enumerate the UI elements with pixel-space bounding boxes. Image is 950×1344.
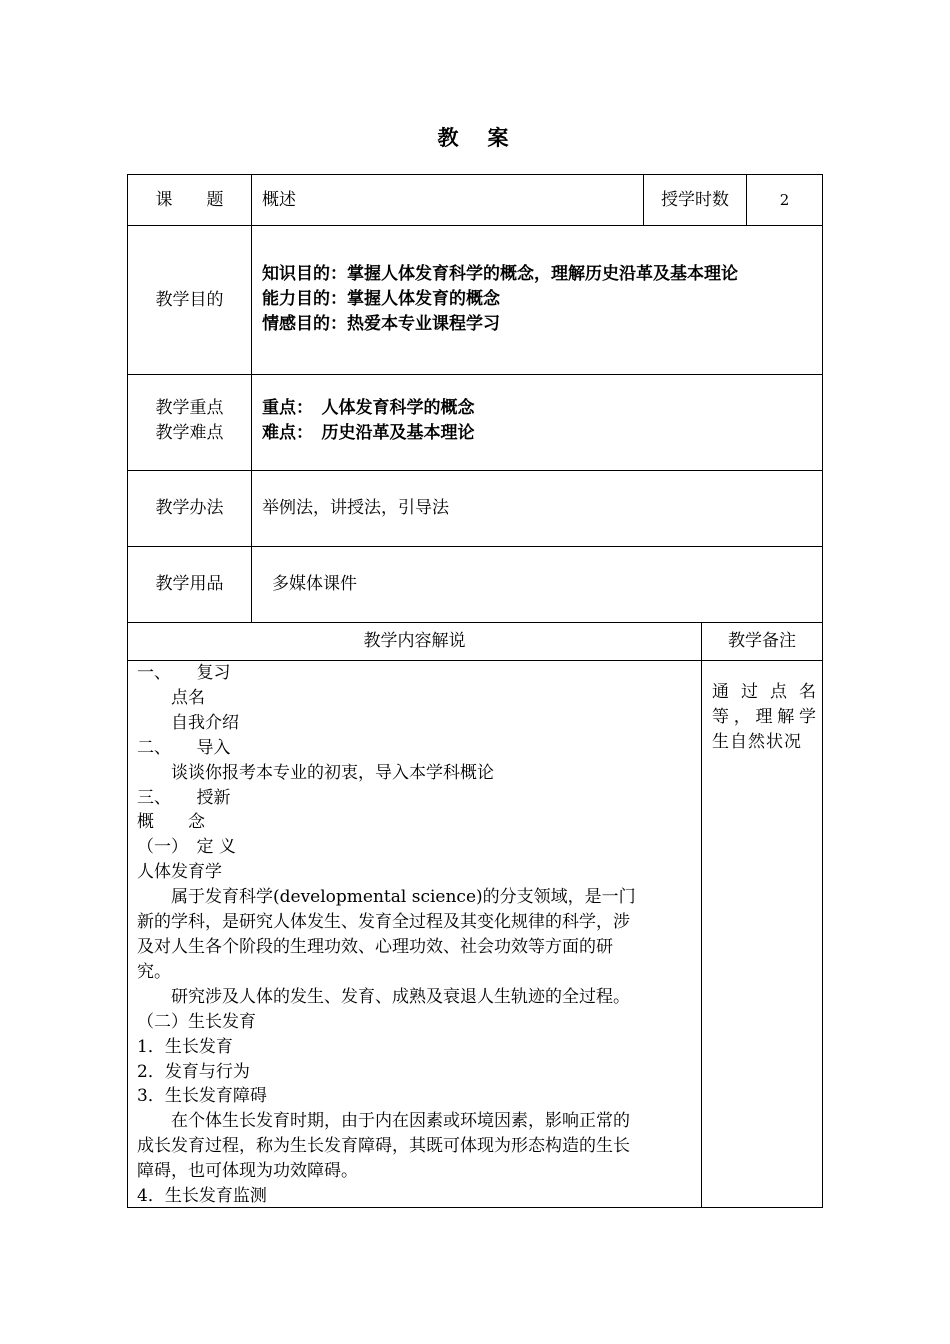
objective-emotion: 情感目的：热爱本专业课程学习 [262, 314, 500, 334]
key-points-labels [128, 396, 251, 446]
content-line: 二、 导入 [137, 737, 231, 758]
notes-text: 通过点名等，理解学生自然状况 [712, 682, 817, 752]
content-line: 新的学科，是研究人体发生、发育全过程及其变化规律的科学，涉 [137, 912, 630, 933]
table-border-right [822, 174, 823, 1208]
row-divider [127, 374, 823, 375]
content-line: 究。 [137, 961, 171, 982]
content-line: 谈谈你报考本专业的初衷，导入本学科概论 [137, 762, 494, 783]
col-divider [701, 622, 702, 1208]
content-line: 点名 [137, 687, 205, 708]
key-points-text [262, 396, 822, 446]
content-line: 研究涉及人体的发生、发育、成熟及衰退人生轨迹的全过程。 [137, 986, 630, 1007]
materials-label: 教学用品 [155, 574, 224, 594]
materials-value: 多媒体课件 [272, 574, 357, 594]
content-line: 2．发育与行为 [137, 1061, 250, 1082]
content-body [137, 661, 697, 1209]
content-line: 一、 复习 [137, 663, 231, 683]
hours-label: 授学时数 [661, 189, 729, 210]
content-line: （一） 定 义 [137, 837, 236, 858]
content-line: 成长发育过程，称为生长发育障碍，其既可体现为形态构造的生长 [137, 1136, 630, 1157]
content-line: 4．生长发育监测 [137, 1186, 267, 1207]
content-line: 自我介绍 [137, 712, 239, 733]
content-line: 及对人生各个阶段的生理功效、心理功效、社会功效等方面的研 [137, 936, 613, 957]
content-header: 教学内容解说 [363, 631, 466, 651]
methods-label: 教学办法 [155, 498, 224, 518]
notes-header: 教学备注 [728, 631, 796, 651]
page-title: 教 案 [437, 126, 513, 150]
lesson-plan-table [127, 174, 823, 1208]
topic-value: 概述 [262, 189, 296, 210]
content-line: 人体发育学 [137, 862, 222, 883]
objectives-text [262, 262, 822, 337]
col-divider [251, 174, 252, 623]
objectives-label: 教学目的 [155, 289, 224, 310]
difficulty-value: 难点： 历史沿革及基本理论 [262, 423, 475, 443]
key-point-label: 教学重点 [155, 398, 224, 418]
difficulty-label: 教学难点 [155, 423, 224, 443]
content-line: 1．生长发育 [137, 1036, 233, 1057]
content-line: 三、 授新 [137, 787, 231, 808]
content-line: （二）生长发育 [137, 1011, 256, 1032]
content-line: 属于发育科学(developmental science)的分支领域，是一门 [137, 887, 636, 908]
objective-ability: 能力目的：掌握人体发育的概念 [262, 289, 500, 309]
content-line: 在个体生长发育时期，由于内在因素或环境因素，影响正常的 [137, 1111, 630, 1132]
objective-knowledge: 知识目的：掌握人体发育科学的概念，理解历史沿革及基本理论 [262, 264, 738, 284]
content-line: 3．生长发育障碍 [137, 1086, 267, 1107]
key-point-value: 重点： 人体发育科学的概念 [262, 398, 475, 418]
hours-value: 2 [779, 190, 790, 209]
content-line: 概 念 [137, 812, 205, 833]
methods-value: 举例法，讲授法，引导法 [262, 498, 449, 518]
topic-label: 课 题 [155, 189, 224, 210]
content-line: 障碍，也可体现为功效障碍。 [137, 1161, 358, 1182]
